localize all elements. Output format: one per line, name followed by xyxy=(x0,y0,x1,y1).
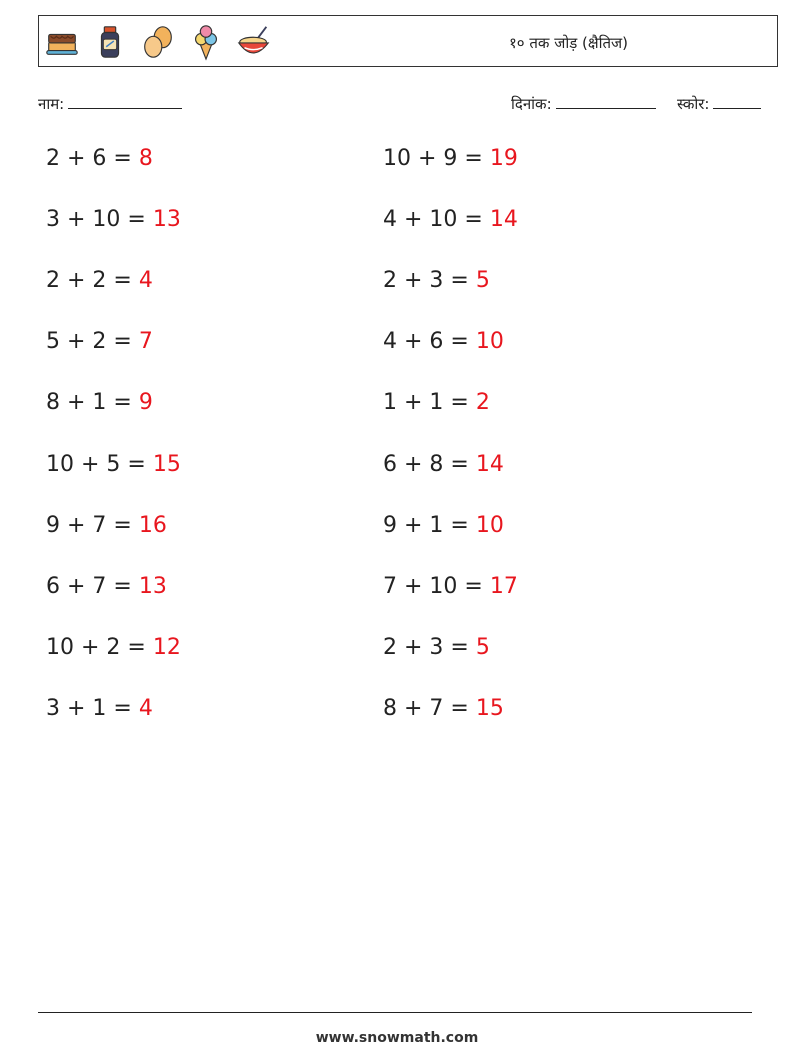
worksheet-title: १० तक जोड़ (क्षैतिज) xyxy=(509,34,629,52)
problem-answer: 17 xyxy=(489,573,518,599)
problem-question: 2 + 2 = xyxy=(46,268,139,294)
problem-answer: 10 xyxy=(475,329,504,355)
problem-item xyxy=(383,268,490,293)
date-blank xyxy=(556,94,656,109)
problem-answer: 14 xyxy=(475,451,504,477)
problem-answer: 5 xyxy=(475,634,490,660)
problem-question: 6 + 8 = xyxy=(383,451,476,477)
problem-question: 5 + 2 = xyxy=(46,329,139,355)
footer-website: www.snowmath.com xyxy=(315,1030,479,1046)
name-blank xyxy=(68,94,182,109)
problem-question: 10 + 9 = xyxy=(383,146,490,171)
problem-answer: 10 xyxy=(475,512,504,538)
problem-question: 4 + 6 = xyxy=(383,329,476,355)
problem-item xyxy=(383,207,518,232)
problem-item xyxy=(46,329,153,354)
name-label: नाम: xyxy=(38,95,65,113)
problem-item xyxy=(46,390,153,415)
problem-question: 10 + 5 = xyxy=(46,451,153,477)
problem-answer: 4 xyxy=(138,695,153,721)
problem-answer: 14 xyxy=(489,207,518,233)
problem-item xyxy=(46,574,167,599)
problem-item xyxy=(46,452,181,477)
problem-question: 7 + 10 = xyxy=(383,573,490,599)
problem-item xyxy=(46,146,153,171)
problem-question: 2 + 3 = xyxy=(383,634,476,660)
problem-answer: 13 xyxy=(152,207,181,233)
problem-question: 9 + 7 = xyxy=(46,512,139,538)
problem-question: 8 + 1 = xyxy=(46,390,139,416)
jar-icon xyxy=(91,23,129,61)
problem-answer: 15 xyxy=(475,695,504,721)
date-field xyxy=(511,94,656,114)
problem-question: 3 + 1 = xyxy=(46,695,139,721)
problem-answer: 9 xyxy=(138,390,153,416)
problem-item xyxy=(383,146,518,171)
worksheet-header xyxy=(38,15,778,67)
problem-item xyxy=(383,390,490,415)
problem-item xyxy=(46,696,153,721)
problem-question: 3 + 10 = xyxy=(46,207,153,233)
problem-answer: 8 xyxy=(138,146,153,171)
problem-item xyxy=(383,329,504,354)
problem-question: 6 + 7 = xyxy=(46,573,139,599)
date-label: दिनांक: xyxy=(511,95,552,113)
name-field xyxy=(38,94,182,114)
cake-icon xyxy=(43,23,81,61)
eggs-icon xyxy=(139,23,177,61)
problem-answer: 5 xyxy=(475,268,490,294)
problem-question: 10 + 2 = xyxy=(46,634,153,660)
score-field xyxy=(677,94,761,114)
problem-question: 4 + 10 = xyxy=(383,207,490,233)
problem-answer: 19 xyxy=(489,146,518,171)
score-blank xyxy=(713,94,761,109)
problem-item xyxy=(383,696,504,721)
problem-item xyxy=(383,513,504,538)
bowl-icon xyxy=(235,23,273,61)
problem-answer: 7 xyxy=(138,329,153,355)
problem-answer: 2 xyxy=(475,390,490,416)
footer-divider xyxy=(38,1012,752,1013)
problem-answer: 13 xyxy=(138,573,167,599)
problem-answer: 12 xyxy=(152,634,181,660)
problem-item xyxy=(383,452,504,477)
problem-item xyxy=(46,635,181,660)
problem-answer: 15 xyxy=(152,451,181,477)
problem-item xyxy=(383,635,490,660)
problem-item xyxy=(46,513,167,538)
ice-cream-icon xyxy=(187,23,225,61)
problem-question: 1 + 1 = xyxy=(383,390,476,416)
header-icons xyxy=(43,22,273,62)
problem-item xyxy=(383,574,518,599)
score-label: स्कोर: xyxy=(677,95,710,113)
problem-question: 2 + 6 = xyxy=(46,146,139,171)
problem-item xyxy=(46,268,153,293)
problem-question: 2 + 3 = xyxy=(383,268,476,294)
problem-answer: 16 xyxy=(138,512,167,538)
problem-item xyxy=(46,207,181,232)
problem-question: 9 + 1 = xyxy=(383,512,476,538)
problem-answer: 4 xyxy=(138,268,153,294)
problem-question: 8 + 7 = xyxy=(383,695,476,721)
